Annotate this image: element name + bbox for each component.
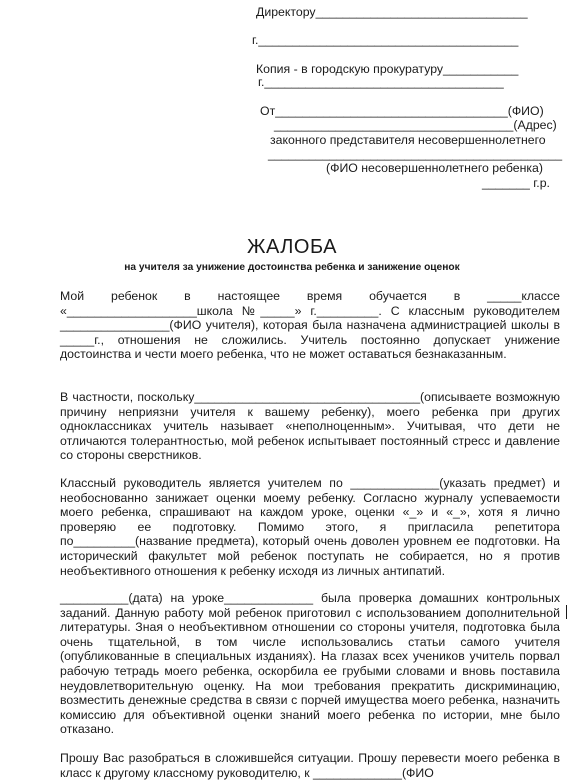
minor-name-line: ___________________________________________ [268, 147, 563, 161]
minor-name-caption: (ФИО несовершеннолетнего ребенка) [326, 161, 543, 175]
document-subtitle: на учителя за унижение достоинства ребенка и занижение оценок [124, 262, 460, 273]
recipient-city-line: г.______________________________________ [252, 33, 519, 47]
document-title: ЖАЛОБА [247, 236, 337, 258]
sender-name-line: От__________________________________(ФИО) [260, 104, 544, 118]
paragraph-5: Прошу Вас разобраться в сложившейся ситуации. Прошу перевести моего ребенка в класс к другому классному руководителю, к _____________(ФИО [60, 751, 560, 780]
copy-prosecutor-line: Копия - в городскую прокуратуру___________ [256, 62, 519, 76]
paragraph-4: __________(дата) на уроке_____________ была проверка домашних контрольных заданий. Данную работу мой ребенок приготовил с использованием дополнительной литературы. Зная о необъективном отношении со стороны учителя, подготовка была очень тщательной, в том числе использовались статьи самого учителя (опубликованные в специальных изданиях). На глазах всех учеников учитель порвал рабочую тетрадь моего ребенка, оскорбила ее грубыми словами и вновь поставила неудовлетворительную оценку. На мои требования прекратить дискриминацию, возместить денежные средства в связи с порчей имущества моего ребенка, назначить комиссию для объективной оценки знаний моего ребенка по истории, мне было отказано. [60, 591, 560, 737]
text-cursor [566, 605, 567, 619]
paragraph-1: Мой ребенок в настоящее время обучается в _____классе «___________________школа №_____» г._________. С классным руководителем ________________(ФИО учителя), которая была назначена администрацией школы в _____г., отношения не сложились. Учитель постоянно допускает унижение достоинства и чести моего ребенка, что не может оставаться безнаказанным. [60, 289, 560, 362]
copy-city-line: г.___________________________________ [258, 75, 504, 89]
legal-representative-label: законного представителя несовершеннолетнего [270, 133, 546, 147]
paragraph-2: В частности, поскольку_________________________________(описываете возможную причину неприязни учителя к вашему ребенку), моего ребенка при других одноклассниках учитель называет «неполноценным». Учитывая, что дети не отличаются толерантностью, мой ребенок испытывает постоянный стресс и давление со стороны сверстников. [60, 390, 560, 463]
sender-address-line: ___________________________________(Адрес) [274, 118, 557, 132]
paragraph-3: Классный руководитель является учителем по _____________(указать предмет) и необоснованно занижает оценки моему ребенку. Согласно журналу успеваемости моего ребенка, спрашивают на каждом уроке, оценки «_» и «_», хотя я лично проверяю ее подготовку. Помимо этого, я пригласила репетитора по_________(название предмета), который очень доволен уровнем ее подготовки. На исторический факультет мой ребенок поступать не собирается, но я против необъективного отношения к ребенку исходя из личных антипатий. [60, 476, 560, 578]
recipient-director-line: Директору_______________________________ [256, 5, 528, 19]
birth-year-line: _______ г.р. [482, 176, 550, 190]
